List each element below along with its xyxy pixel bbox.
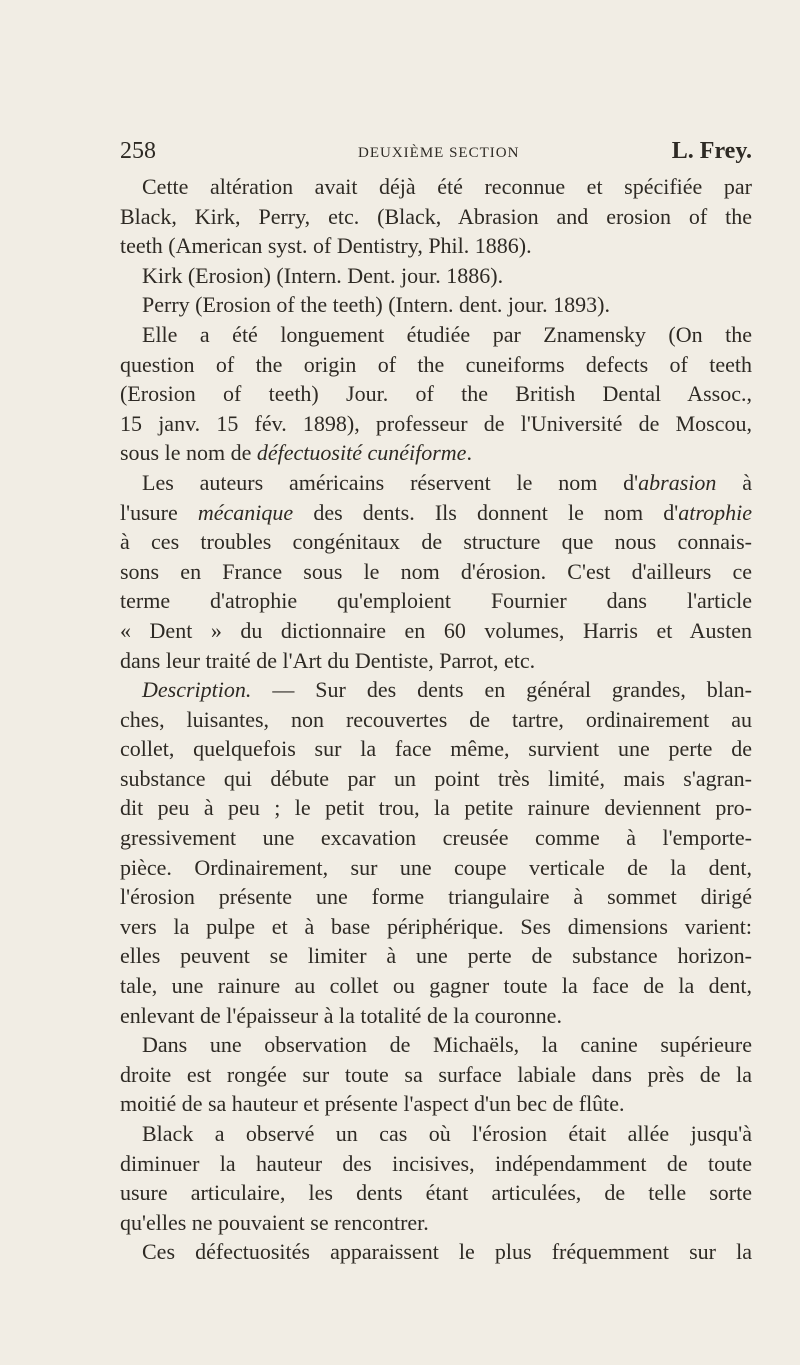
text-line: à ces troubles congénitaux de structure que nous connais- xyxy=(120,529,752,555)
text-line: collet, quelquefois sur la face même, survient une perte de xyxy=(120,736,752,762)
text-line: usure articulaire, les dents étant articulées, de telle sorte xyxy=(120,1180,752,1206)
text-line: gressivement une excavation creusée comme à l'emporte- xyxy=(120,825,752,851)
page-number: 258 xyxy=(120,138,156,164)
text-line: Cette altération avait déjà été reconnue et spécifiée par xyxy=(142,174,752,199)
text-line: Perry (Erosion of the teeth) (Intern. dent. jour. 1893). xyxy=(142,292,610,318)
text-line: tale, une rainure au collet ou gagner toute la face de la dent, xyxy=(120,973,752,999)
text-line: pièce. Ordinairement, sur une coupe verticale de la dent, xyxy=(120,854,752,880)
text-line: Black, Kirk, Perry, etc. (Black, Abrasion and erosion of the xyxy=(120,203,752,229)
text-line: « Dent » du dictionnaire en 60 volumes, Harris et Austen xyxy=(120,617,752,643)
body-text xyxy=(120,172,752,1267)
text-line: (Erosion of teeth) Jour. of the British Dental Assoc., xyxy=(120,381,752,407)
text-line: elles peuvent se limiter à une perte de substance horizon- xyxy=(120,943,752,969)
text-line: enlevant de l'épaisseur à la totalité de la couronne. xyxy=(120,1002,562,1028)
author-name: L. Frey. xyxy=(671,138,752,164)
text-line: 15 janv. 15 fév. 1898), professeur de l'Université de Moscou, xyxy=(120,410,752,436)
text-line: sous le nom de défectuosité cunéiforme. xyxy=(120,440,472,466)
text-line: dit peu à peu ; le petit trou, la petite rainure deviennent pro- xyxy=(120,795,752,821)
text-line: teeth (American syst. of Dentistry, Phil. 1886). xyxy=(120,233,532,259)
text-line: qu'elles ne pouvaient se rencontrer. xyxy=(120,1209,429,1235)
text-line: moitié de sa hauteur et présente l'aspect d'un bec de flûte. xyxy=(120,1091,625,1117)
text-line: Description. — Sur des dents en général grandes, blan- xyxy=(142,677,752,703)
text-line: diminuer la hauteur des incisives, indépendamment de toute xyxy=(120,1150,752,1176)
text-line: Kirk (Erosion) (Intern. Dent. jour. 1886). xyxy=(142,262,504,288)
text-line: vers la pulpe et à base périphérique. Ses dimensions varient: xyxy=(120,913,752,939)
page-header xyxy=(120,138,752,168)
text-line: l'érosion présente une forme triangulaire à sommet dirigé xyxy=(120,884,752,910)
text-line: question of the origin of the cuneiforms defects of teeth xyxy=(120,351,752,377)
text-line: Black a observé un cas où l'érosion était allée jusqu'à xyxy=(142,1121,752,1146)
text-line: dans leur traité de l'Art du Dentiste, Parrot, etc. xyxy=(120,647,536,673)
text-line: droite est rongée sur toute sa surface labiale dans près de la xyxy=(120,1061,752,1087)
text-line: Elle a été longuement étudiée par Znamensky (On the xyxy=(142,321,752,347)
text-line: ches, luisantes, non recouvertes de tartre, ordinairement au xyxy=(120,706,752,732)
text-line: Ces défectuosités apparaissent le plus fréquemment sur la xyxy=(142,1239,752,1265)
text-line: terme d'atrophie qu'emploient Fournier dans l'article xyxy=(120,588,752,614)
text-line: Les auteurs américains réservent le nom d'abrasion à xyxy=(142,469,752,495)
text-line: Dans une observation de Michaëls, la canine supérieure xyxy=(142,1032,752,1058)
running-head: DEUXIÈME SECTION xyxy=(358,145,520,161)
text-line: l'usure mécanique des dents. Ils donnent le nom d'atrophie xyxy=(120,499,752,525)
text-line: sons en France sous le nom d'érosion. C'est d'ailleurs ce xyxy=(120,558,752,584)
text-line: substance qui débute par un point très limité, mais s'agran- xyxy=(120,765,752,791)
